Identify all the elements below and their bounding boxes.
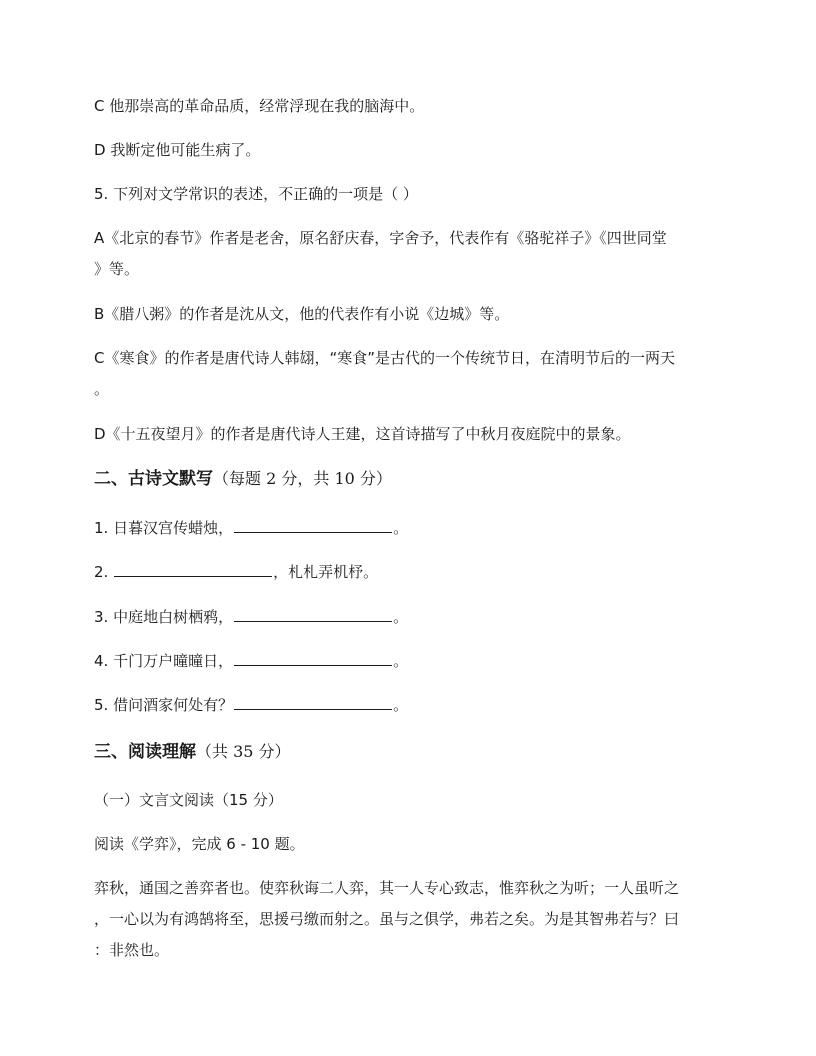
answer-blank [234,606,392,622]
option-c-q4: C 他那崇高的革命品质，经常浮现在我的脑海中。 [94,97,425,115]
answer-blank [114,561,272,577]
dictation-item-3: 3. 中庭地白树栖鸦， 。 [94,608,409,626]
passage-line-3: ：非然也。 [94,941,170,959]
option-d-q4: D 我断定他可能生病了。 [94,141,261,159]
option-c-line-2: 。 [94,380,110,398]
dictation-item-4: 4. 千门万户曈曈日， 。 [94,652,409,670]
passage-line-2: ，一心以为有鸿鹄将至，思援弓缴而射之。虽与之俱学，弗若之矣。为是其智弗若与？曰 [94,910,680,928]
reading-instruction: 阅读《学弈》，完成 6 - 10 题。 [94,835,305,853]
answer-blank [234,517,392,533]
section-3-title: 三、阅读理解 [94,742,196,762]
dictation-item-2: 2. ，札札弄机杼。 [94,563,379,581]
answer-blank [234,694,392,710]
option-a-line-2: 》等。 [94,260,140,278]
section-2-title: 二、古诗文默写 [94,469,213,489]
answer-blank [234,650,392,666]
option-b: B《腊八粥》的作者是沈从文，他的代表作有小说《边城》等。 [94,305,510,323]
section-2-score-note: （每题 2 分，共 10 分） [213,469,392,488]
option-d: D《十五夜望月》的作者是唐代诗人王建，这首诗描写了中秋月夜庭院中的景象。 [94,425,631,443]
question-5-stem: 5. 下列对文学常识的表述，不正确的一项是（ ） [94,185,418,203]
option-a-line-1: A《北京的春节》作者是老舍，原名舒庆春，字舍予，代表作有《骆驼祥子》《四世同堂 [94,229,667,247]
passage-line-1: 弈秋，通国之善弈者也。使弈秋诲二人弈，其一人专心致志，惟弈秋之为听；一人虽听之 [94,879,680,897]
section-3-heading [94,740,291,764]
dictation-item-1: 1. 日暮汉宫传蜡烛， 。 [94,519,409,537]
section-2-heading [94,467,392,491]
section-3-score-note: （共 35 分） [196,742,291,761]
subsection-1-heading: （一）文言文阅读（15 分） [94,791,283,809]
dictation-item-5: 5. 借问酒家何处有？ 。 [94,696,409,714]
option-c-line-1: C《寒食》的作者是唐代诗人韩翃，“寒食”是古代的一个传统节日，在清明节后的一两天 [94,349,676,367]
